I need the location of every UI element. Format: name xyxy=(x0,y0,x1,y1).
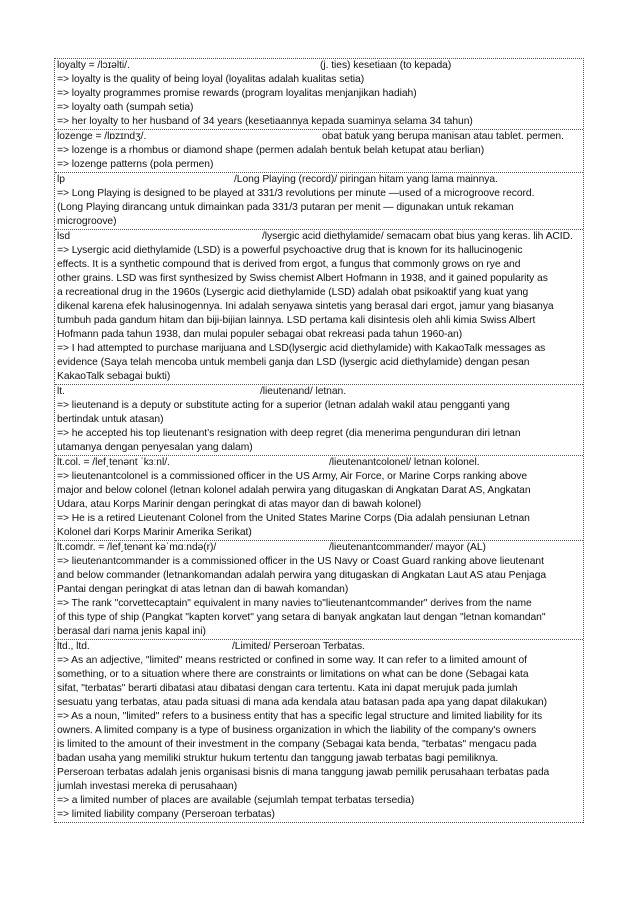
entry-example-line: => I had attempted to purchase marijuana and LSD(lysergic acid diethylamide) with KakaoTalk messages as xyxy=(57,343,546,354)
entry-example-line: => lozenge patterns (pola permen) xyxy=(57,159,214,170)
entry-headword: lsd xyxy=(57,231,71,242)
entry-example-line: other grains. LSD was first synthesized by Swiss chemist Albert Hofmann in 1938, and it gained popularity as xyxy=(57,273,548,284)
entry-example-line: => Lysergic acid diethylamide (LSD) is a powerful psychoactive drug that is known for its hallucinogenic xyxy=(57,245,523,256)
entry-definition: /Limited/ Perseroan Terbatas. xyxy=(232,641,365,652)
entry-example-line: effects. It is a synthetic compound that is derived from ergot, a fungus that commonly grows on rye and xyxy=(57,259,521,270)
entry-headword-line xyxy=(57,640,581,654)
entry-example-line: => As a noun, "limited" refers to a business entity that has a specific legal structure and limited liability for its xyxy=(57,711,543,722)
entry-example-line: of this type of ship (Pangkat "kapten korvet" yang setara di banyak angkatan laut dengan "letnan komandan" xyxy=(57,612,546,623)
entry-example-line: => He is a retired Lieutenant Colonel from the United States Marine Corps (Dia adalah pensiunan Letnan xyxy=(57,513,530,524)
entry-headword: lt. xyxy=(57,386,65,397)
entry-headword: lp xyxy=(57,174,65,185)
dictionary-entry xyxy=(55,59,583,130)
entry-definition: /Long Playing (record)/ piringan hitam yang lama mainnya. xyxy=(234,174,498,185)
entry-headword: loyalty = /lɔɪəlti/. xyxy=(57,60,130,71)
entry-example-line: dikenal karena efek halusinogennya. Ini adalah senyawa sintetis yang berasal dari ergot, jamur yang biasanya xyxy=(57,301,554,312)
entry-example-line: evidence (Saya telah mencoba untuk membeli ganja dan LSD (lysergic acid diethylamide) dengan pesan xyxy=(57,357,530,368)
entry-example-line: Kolonel dari Korps Marinir Amerika Serikat) xyxy=(57,527,252,538)
entry-headword-line xyxy=(57,541,581,555)
entry-example-line: badan usaha yang memiliki struktur hukum tertentu dan tanggung jawab terbatas bagi pemiliknya. xyxy=(57,753,499,764)
entry-example-line: owners. A limited company is a type of business organization in which the liability of the company's owners xyxy=(57,725,537,736)
entry-example-line: => The rank "corvettecaptain" equivalent in many navies to"lieutenantcommander" derives from the name xyxy=(57,598,532,609)
dictionary-entry xyxy=(55,456,583,541)
entry-example-line: microgroove) xyxy=(57,216,117,227)
dictionary-entry xyxy=(55,130,583,173)
entry-example-line: Pantai dengan peringkat di atas letnan dan di bawah komandan) xyxy=(57,584,349,595)
entry-definition: /lysergic acid diethylamide/ semacam obat bius yang keras. lih ACID. xyxy=(262,231,573,242)
entry-definition: (j. ties) kesetiaan (to kepada) xyxy=(320,60,452,71)
entry-example-line: and below commander (letnankomandan adalah perwira yang ditugaskan di Angkatan Laut AS atau Penjaga xyxy=(57,570,547,581)
entry-example-line: something, or to a situation where there are constraints or limitations on what can be done (Sebagai kata xyxy=(57,669,529,680)
entry-headword: lozenge = /lɒzɪndʒ/. xyxy=(57,131,147,142)
dictionary-document xyxy=(54,58,584,823)
dictionary-entry xyxy=(55,541,583,640)
entry-example-line: jumlah investasi mereka di perusahaan) xyxy=(57,781,238,792)
entry-example-line: KakaoTalk sebagai bukti) xyxy=(57,371,171,382)
entry-example-line: Udara, atau Korps Marinir dengan peringkat di atas mayor dan di bawah kolonel) xyxy=(57,499,422,510)
entry-headword: lt.comdr. = /lef͵tenənt kəˈmɑːndə(r)/ xyxy=(57,542,217,553)
entry-example-line: Perseroan terbatas adalah jenis organisasi bisnis di mana tanggung jawab pemilik perusahaan terbatas pada xyxy=(57,767,550,778)
entry-example-line: bertindak untuk atasan) xyxy=(57,414,164,425)
entry-example-line: => her loyalty to her husband of 34 years (kesetiaannya kepada suaminya selama 34 tahun) xyxy=(57,116,473,127)
entry-example-line: => a limited number of places are available (sejumlah tempat terbatas tersedia) xyxy=(57,795,415,806)
entry-example-line: => lieutenantcommander is a commissioned officer in the US Navy or Coast Guard ranking above lieutenant xyxy=(57,556,544,567)
entry-example-line: (Long Playing dirancang untuk dimainkan pada 331/3 putaran per menit — digunakan untuk rekaman xyxy=(57,202,514,213)
entry-example-line: => As an adjective, "limited" means restricted or confined in some way. It can refer to a limited amount of xyxy=(57,655,527,666)
entry-headword-line xyxy=(57,456,581,470)
entry-example-line: => Long Playing is designed to be played at 331/3 revolutions per minute —used of a microgroove record. xyxy=(57,188,535,199)
entry-example-line: major and below colonel (letnan kolonel adalah perwira yang ditugaskan di Angkatan Darat AS, Angkatan xyxy=(57,485,531,496)
entry-example-line: => limited liability company (Perseroan terbatas) xyxy=(57,809,275,820)
entry-example-line: => lieutenand is a deputy or substitute acting for a superior (letnan adalah wakil atau pengganti yang xyxy=(57,400,510,411)
dictionary-entry xyxy=(55,230,583,385)
entry-headword-line xyxy=(57,385,581,399)
entry-example-line: => loyalty oath (sumpah setia) xyxy=(57,102,194,113)
entry-definition: /lieutenantcolonel/ letnan kolonel. xyxy=(329,457,480,468)
entry-example-line: sifat, "terbatas" berarti dibatasi atau dibatasi dengan cara tertentu. Kata ini dapat merujuk pada jumlah xyxy=(57,683,518,694)
entry-example-line: => loyalty is the quality of being loyal (loyalitas adalah kualitas setia) xyxy=(57,74,365,85)
entry-headword: ltd., ltd. xyxy=(57,641,90,652)
entry-headword: lt.col. = /lef͵tenənt ˈkɜːnl/. xyxy=(57,457,170,468)
entry-example-line: berasal dari nama jenis kapal ini) xyxy=(57,626,206,637)
entry-definition: obat batuk yang berupa manisan atau tablet. permen. xyxy=(322,131,564,142)
entry-example-line: => loyalty programmes promise rewards (program loyalitas menjanjikan hadiah) xyxy=(57,88,417,99)
entry-example-line: a recreational drug in the 1960s (Lysergic acid diethylamide (LSD) adalah obat psikoaktif yang kuat yang xyxy=(57,287,529,298)
entry-headword-line xyxy=(57,173,581,187)
entry-headword-line xyxy=(57,230,581,244)
entry-example-line: => lieutenantcolonel is a commissioned officer in the US Army, Air Force, or Marine Corps ranking above xyxy=(57,471,528,482)
dictionary-entry xyxy=(55,173,583,230)
entry-example-line: is limited to the amount of their investment in the company (Sebagai kata benda, "terbatas" mengacu pada xyxy=(57,739,537,750)
dictionary-entry xyxy=(55,640,583,823)
entry-example-line: => lozenge is a rhombus or diamond shape (permen adalah bentuk belah ketupat atau berlian) xyxy=(57,145,485,156)
entry-example-line: => he accepted his top lieutenant’s resignation with deep regret (dia menerima pengunduran diri letnan xyxy=(57,428,521,439)
entry-example-line: tumbuh pada gandum hitam dan biji-bijian lainnya. LSD pertama kali disintesis oleh ahli kimia Swiss Albert xyxy=(57,315,536,326)
entry-headword-line xyxy=(57,130,581,144)
entry-definition: /lieutenantcommander/ mayor (AL) xyxy=(329,542,486,553)
dictionary-entry xyxy=(55,385,583,456)
entry-example-line: utamanya dengan penyesalan yang dalam) xyxy=(57,442,253,453)
entry-definition: /lieutenand/ letnan. xyxy=(260,386,347,397)
entry-example-line: sesuatu yang terbatas, atau pada situasi di mana ada kendala atau batasan pada apa yang dapat dilakukan) xyxy=(57,697,547,708)
entry-headword-line xyxy=(57,59,581,73)
entry-example-line: Hofmann pada tahun 1938, dan mulai populer sebagai obat rekreasi pada tahun 1960-an) xyxy=(57,329,463,340)
